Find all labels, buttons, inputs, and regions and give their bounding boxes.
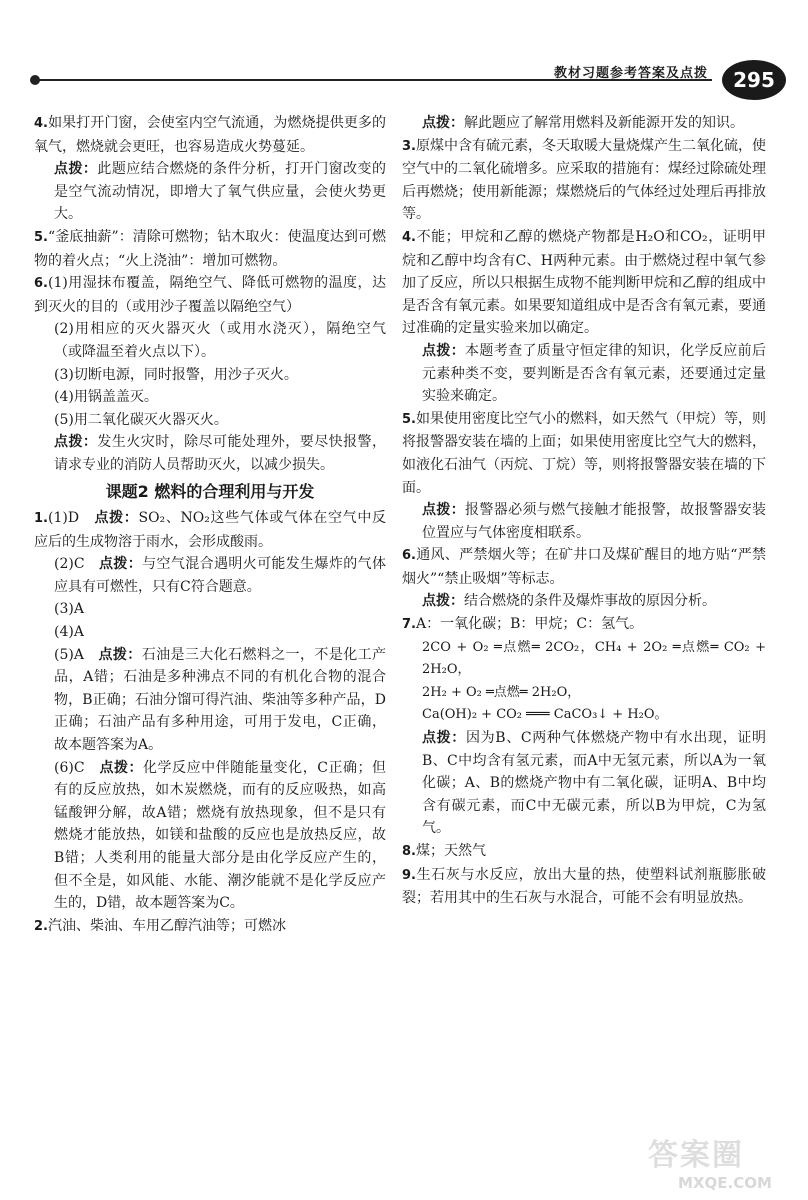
s-answer-1-5 <box>34 644 386 757</box>
answer-4 <box>34 112 386 158</box>
hint-label: 点拨： <box>422 115 464 131</box>
hint-r0 <box>402 112 766 135</box>
hint-4 <box>34 158 386 226</box>
answer-r5 <box>402 408 766 499</box>
s-answer-1-3: (3)A <box>54 601 84 618</box>
answer-text: “釜底抽薪”：清除可燃物；钻木取火：使温度达到可燃物的着火点；“火上浇油”：增加可燃物。 <box>34 228 386 269</box>
item-number: 1. <box>34 511 48 527</box>
page-number-badge: 295 <box>722 60 786 100</box>
item-number: 4. <box>402 229 416 245</box>
hint-text: 石油是三大化石燃料之一，不是化工产品，A错；石油是多种沸点不同的有机化合物的混合物，B正确；石油分馏可得汽油、柴油等多种产品，D正确；石油产品有多种用途，可用于发电，C正确，故本题答案为A。 <box>54 646 387 754</box>
answer-text: 如果使用密度比空气小的燃料，如天然气（甲烷）等，则将报警器安装在墙的上面；如果使用密度比空气大的燃料，如液化石油气（丙烷、丁烷）等，则将报警器安装在墙的下面。 <box>402 410 766 496</box>
answer-6-2: (2)用相应的灭火器灭火（或用水浇灭），隔绝空气（或降温至着火点以下）。 <box>54 321 386 360</box>
watermark <box>648 1130 788 1190</box>
answer-5 <box>34 226 386 272</box>
s-answer-1-4: (4)A <box>54 624 84 641</box>
hint-text: 因为B、C两种气体燃烧产物中有水出现，证明B、C中均含有氢元素，而A中无氢元素，所以A为一氧化碳；A、B的燃烧产物中有二氧化碳，证明A、B中均含有碳元素，而C中无碳元素，所以B为甲烷，C为氢气。 <box>422 730 767 837</box>
answer-choice: (5)A <box>54 646 84 663</box>
item-number: 2. <box>34 918 48 934</box>
answer-text: 汽油、柴油、车用乙醇汽油等；可燃冰 <box>47 917 286 934</box>
s-answer-1-1 <box>34 507 386 553</box>
item-number: 9. <box>402 867 416 883</box>
equation-3: Ca(OH)₂ + CO₂ ═══ CaCO₃↓ + H₂O。 <box>422 707 668 723</box>
item-number: 8. <box>402 844 416 859</box>
answer-r9 <box>402 864 766 910</box>
hint-text: 本题考查了质量守恒定律的知识，化学反应前后元素种类不变，要判断是否含有氧元素，还要通过定量实验来确定。 <box>422 342 767 405</box>
answer-text: 如果打开门窗，会使室内空气流通，为燃烧提供更多的氧气，燃烧就会更旺，也容易造成火势蔓延。 <box>34 115 386 155</box>
item-number: 4. <box>34 116 48 131</box>
answer-text: 原煤中含有硫元素，冬天取暖大量烧煤产生二氧化硫，使空气中的二氧化硫增多。应采取的措施有：煤经过除硫处理后再燃烧；使用新能源；煤燃烧后的气体经过处理后再排放等。 <box>402 137 766 223</box>
watermark-logo: 答案圈 <box>648 1138 744 1173</box>
hint-text: SO₂、NO₂这些气体或气体在空气中反应后的生成物溶于雨水，会形成酸雨。 <box>34 510 386 550</box>
hint-text: 结合燃烧的条件及爆炸事故的原因分析。 <box>464 593 716 610</box>
page-header <box>36 62 796 102</box>
item-number: 5. <box>402 411 416 427</box>
equation-1: 2CO + O₂ ═点燃═ 2CO₂，CH₄ + 2O₂ ═点燃═ CO₂ + 2H₂O， <box>422 639 766 678</box>
hint-r4 <box>402 340 766 408</box>
hint-label: 点拨： <box>99 556 143 573</box>
hint-text: 解此题应了解常用燃料及新能源开发的知识。 <box>464 115 744 131</box>
hint-r7 <box>402 727 766 840</box>
equation-2: 2H₂ + O₂ ═点燃═ 2H₂O， <box>422 684 581 700</box>
s-answer-1-2 <box>34 553 386 598</box>
answer-r3 <box>402 135 766 226</box>
answer-6 <box>34 272 386 318</box>
hint-6 <box>34 431 386 476</box>
hint-text: 报警器必须与燃气接触才能报警，故报警器安装位置应与气体密度相联系。 <box>422 502 767 541</box>
answer-6-5: (5)用二氧化碳灭火器灭火。 <box>54 411 228 428</box>
watermark-url: MXQE.COM <box>678 1174 772 1192</box>
hint-label: 点拨： <box>422 502 466 519</box>
answer-choice: (1)D <box>47 510 80 527</box>
hint-label: 点拨： <box>422 593 464 610</box>
section-title: 课题2 燃料的合理利用与开发 <box>105 481 315 501</box>
answer-6-4: (4)用锅盖盖灭。 <box>54 389 158 406</box>
hint-label: 点拨： <box>98 646 142 663</box>
item-number: 6. <box>402 548 416 564</box>
item-number: 3. <box>402 138 416 154</box>
header-title: 教材习题参考答案及点拨 <box>553 66 708 81</box>
hint-label: 点拨： <box>99 759 144 776</box>
hint-label: 点拨： <box>94 510 139 527</box>
hint-text: 此题应结合燃烧的条件分析，打开门窗改变的是空气流动情况，即增大了氧气供应量，会使火势更大。 <box>54 161 387 223</box>
answer-text: 生石灰与水反应，放出大量的热，使塑料试剂瓶膨胀破裂；若用其中的生石灰与水混合，可能不会有明显放热。 <box>402 866 766 907</box>
hint-text: 发生火灾时，除尽可能处理外，要尽快报警，请求专业的消防人员帮助灭火，以减少损失。 <box>54 434 387 473</box>
answer-text: 煤；天然气 <box>415 843 486 859</box>
answer-text: A：一氧化碳；B：甲烷；C：氢气。 <box>415 616 644 633</box>
answer-text: 不能；甲烷和乙醇的燃烧产物都是H₂O和CO₂，证明甲烷和乙醇中均含有C、H两种元素。由于燃烧过程中氧气参加了反应，所以只根据生成物不能判断甲烷和乙醇的组成中是否含有氧元素。如果要知道组成中是否含有氧元素，要通过准确的定量实验来加以确定。 <box>402 228 766 337</box>
hint-label: 点拨： <box>54 434 98 451</box>
answer-r7 <box>402 613 766 637</box>
hint-r5 <box>402 499 766 544</box>
item-number: 5. <box>34 229 48 245</box>
hint-text: 化学反应中伴随能量变化，C正确；但有的反应放热，如木炭燃烧，而有的反应吸热，如高锰酸钾分解，故A错；燃烧有放热现象，但不是只有燃烧才能放热，如镁和盐酸的反应也是放热反应，故B错；人类利用的能量大部分是由化学反应产生的，但不全是，如风能、水能、潮汐能就不是化学反应产生的，D错，故本题答案为C。 <box>54 759 386 912</box>
answer-choice: (6)C <box>54 759 85 776</box>
hint-r6 <box>402 590 766 613</box>
item-number: 7. <box>402 617 416 633</box>
answer-text: (1)用湿抹布覆盖，隔绝空气、降低可燃物的温度，达到灭火的目的（或用沙子覆盖以隔绝空气） <box>34 275 386 315</box>
answer-r6 <box>402 544 766 590</box>
hint-label: 点拨： <box>422 342 466 359</box>
s-answer-1-6 <box>34 757 386 915</box>
hint-label: 点拨： <box>422 730 466 747</box>
right-column <box>402 112 766 910</box>
answer-choice: (2)C <box>54 556 85 573</box>
answer-6-3: (3)切断电源，同时报警，用沙子灭火。 <box>54 366 298 383</box>
hint-text: 与空气混合遇明火可能发生爆炸的气体应具有可燃性，只有C符合题意。 <box>54 556 387 595</box>
item-number: 6. <box>34 276 48 292</box>
answer-r8 <box>402 840 766 864</box>
s-answer-2 <box>34 915 386 939</box>
answer-r4 <box>402 226 766 340</box>
answer-text: 通风、严禁烟火等；在矿井口及煤矿醒目的地方贴“严禁烟火”“禁止吸烟”等标志。 <box>402 547 766 587</box>
left-column <box>34 112 386 938</box>
hint-label: 点拨： <box>54 161 98 178</box>
